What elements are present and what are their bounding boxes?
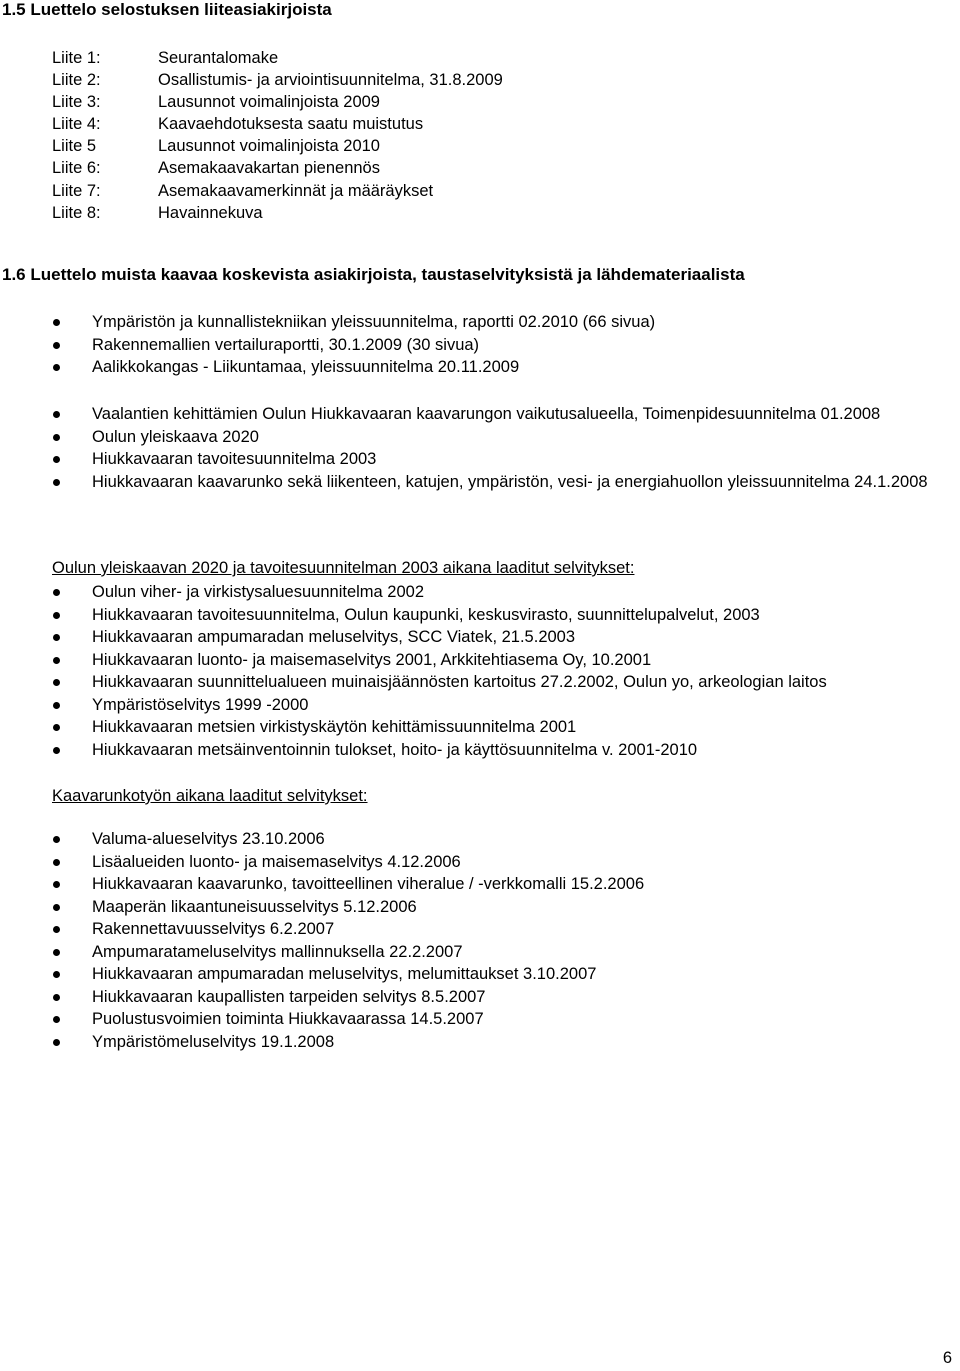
attachment-label: Liite 2: [52,71,101,90]
list-item-text: Hiukkavaaran tavoitesuunnitelma, Oulun kaupunki, keskusvirasto, suunnittelupalvelut, 2003 [92,605,760,624]
attachment-title: Lausunnot voimalinjoista 2009 [158,93,380,112]
list-item-text: Hiukkavaaran kaavarunko sekä liikenteen, katujen, ympäristön, vesi- ja energiahuollon yleissuunnitelma 24.1.2008 [92,472,928,491]
section-1-5-heading: 1.5 Luettelo selostuksen liiteasiakirjoista [2,0,332,19]
list-item [52,334,958,357]
bullet-icon [53,994,60,1001]
attachment-title: Asemakaavakartan pienennös [158,159,380,178]
document-list-c [52,581,958,761]
list-item-text: Hiukkavaaran ampumaradan meluselvitys, melumittaukset 3.10.2007 [92,965,597,983]
list-item-text: Hiukkavaaran ampumaradan meluselvitys, SCC Viatek, 21.5.2003 [92,628,576,646]
attachment-label: Liite 8: [52,203,101,222]
list-item [52,739,958,762]
attachment-title: Asemakaavamerkinnät ja määräykset [158,181,434,200]
bullet-icon [53,589,60,596]
list-item-text: Lisäalueiden luonto- ja maisemaselvitys 4.12.2006 [92,852,461,871]
bullet-icon [53,364,60,371]
list-item [52,626,958,649]
list-item [52,828,958,851]
list-item-text: Valuma-alueselvitys 23.10.2006 [92,830,325,848]
list-item-text: Hiukkavaaran luonto- ja maisemaselvitys 2001, Arkkitehtiasema Oy, 10.2001 [92,650,652,669]
attachment-label: Liite 7: [52,181,101,200]
list-item [52,941,958,964]
list-item-text: Hiukkavaaran metsäinventoinnin tulokset, hoito- ja käyttösuunnitelma v. 2001-2010 [92,740,698,759]
list-item [52,896,958,919]
list-item [52,1031,958,1054]
list-item [52,851,958,874]
bullet-icon [53,342,60,349]
bullet-icon [53,859,60,866]
section-1-6-heading: 1.6 Luettelo muista kaavaa koskevista asiakirjoista, taustaselvityksistä ja lähdemateriaalista [2,265,745,284]
list-item [52,604,958,627]
attachment-label: Liite 4: [52,115,101,134]
list-item-text: Hiukkavaaran suunnittelualueen muinaisjäännösten kartoitus 27.2.2002, Oulun yo, arkeologian laitos [92,673,827,691]
bullet-icon [53,657,60,664]
attachment-label: Liite 1: [52,49,101,67]
list-item [52,694,958,717]
bullet-icon [53,836,60,843]
bullet-icon [53,411,60,418]
bullet-icon [53,679,60,686]
bullet-icon [53,479,60,486]
bullet-icon [53,1039,60,1046]
attachment-title: Lausunnot voimalinjoista 2010 [158,137,380,156]
subheading-kaavarunko-selvitykset: Kaavarunkotyön aikana laaditut selvitykset: [52,787,368,805]
bullet-icon [53,926,60,933]
list-item-text: Hiukkavaaran kaavarunko, tavoitteellinen viheralue / -verkkomalli 15.2.2006 [92,875,645,893]
list-item [52,581,958,604]
list-item [52,356,958,379]
bullet-icon [53,747,60,754]
page-number: 6 [942,1349,952,1367]
attachment-label: Liite 6: [52,159,101,178]
list-item [52,671,958,694]
attachment-title: Havainnekuva [158,203,263,222]
list-item-text: Rakennemallien vertailuraportti, 30.1.2009 (30 sivua) [92,335,480,354]
list-item [52,716,958,739]
bullet-icon [53,634,60,641]
list-item [52,311,958,334]
list-item-text: Puolustusvoimien toiminta Hiukkavaarassa 14.5.2007 [92,1010,484,1028]
list-item-text: Hiukkavaaran tavoitesuunnitelma 2003 [92,450,377,468]
list-item-text: Rakennettavuusselvitys 6.2.2007 [92,920,335,938]
list-item [52,649,958,672]
list-item-text: Ympäristöselvitys 1999 -2000 [92,695,309,714]
bullet-icon [53,881,60,888]
list-item-text: Oulun viher- ja virkistysaluesuunnitelma 2002 [92,583,424,601]
list-item [52,1008,958,1031]
list-item [52,963,958,986]
bullet-icon [53,904,60,911]
list-item-text: Hiukkavaaran metsien virkistyskäytön kehittämissuunnitelma 2001 [92,718,577,736]
bullet-icon [53,971,60,978]
list-item [52,403,958,426]
subheading-yleiskaava-selvitykset: Oulun yleiskaavan 2020 ja tavoitesuunnitelman 2003 aikana laaditut selvitykset: [52,559,635,577]
bullet-icon [53,319,60,326]
list-item [52,986,958,1009]
attachment-title: Seurantalomake [158,49,279,67]
list-item-text: Hiukkavaaran kaupallisten tarpeiden selvitys 8.5.2007 [92,987,486,1006]
bullet-icon [53,949,60,956]
bullet-icon [53,434,60,441]
list-item [52,918,958,941]
attachment-title: Osallistumis- ja arviointisuunnitelma, 31.8.2009 [158,71,503,90]
list-item [52,873,958,896]
list-item [52,448,958,471]
attachment-label: Liite 5 [52,137,97,156]
list-item-text: Ympäristömeluselvitys 19.1.2008 [92,1032,335,1051]
attachment-label: Liite 3: [52,93,101,112]
document-list-d [52,828,958,1053]
bullet-icon [53,724,60,731]
list-item [52,471,958,494]
document-list-a [52,311,958,379]
bullet-icon [53,612,60,619]
list-item-text: Ympäristön ja kunnallistekniikan yleissuunnitelma, raportti 02.2010 (66 sivua) [92,313,656,331]
bullet-icon [53,456,60,463]
attachment-title: Kaavaehdotuksesta saatu muistutus [158,115,424,134]
list-item-text: Vaalantien kehittämien Oulun Hiukkavaaran kaavarungon vaikutusalueella, Toimenpidesuunnitelma 01.2008 [92,405,881,423]
document-list-b [52,403,958,493]
list-item-text: Oulun yleiskaava 2020 [92,427,259,446]
bullet-icon [53,1016,60,1023]
list-item-text: Ampumaratameluselvitys mallinnuksella 22.2.2007 [92,942,463,961]
list-item-text: Maaperän likaantuneisuusselvitys 5.12.2006 [92,897,417,916]
list-item-text: Aalikkokangas - Liikuntamaa, yleissuunnitelma 20.11.2009 [92,358,520,376]
list-item [52,426,958,449]
bullet-icon [53,702,60,709]
